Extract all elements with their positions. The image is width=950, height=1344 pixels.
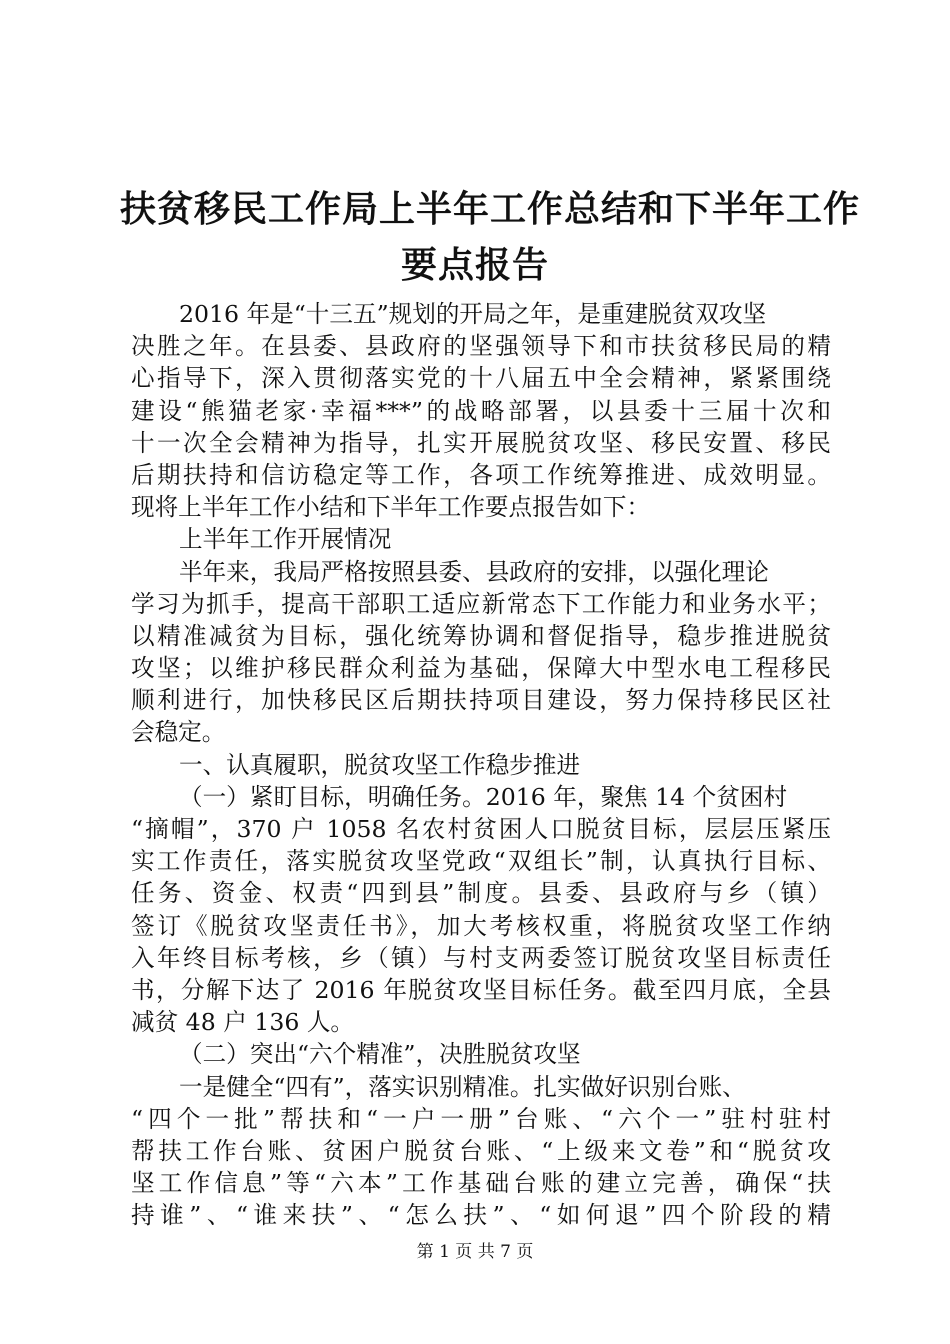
section-heading: 上半年工作开展情况 — [179, 525, 392, 554]
document-title-line1: 扶贫移民工作局上半年工作总结和下半年工作 — [120, 188, 861, 230]
text-line: 任务、资金、权责“四到县”制度。县委、县政府与乡（镇） — [131, 879, 831, 908]
text-line: 现将上半年工作小结和下半年工作要点报告如下： — [131, 493, 651, 522]
text-line: 一是健全“四有”，落实识别精准。扎实做好识别台账、 — [179, 1072, 746, 1101]
text-line: 会稳定。 — [131, 718, 226, 747]
text-line: 2016 年是“十三五”规划的开局之年，是重建脱贫双攻坚 — [179, 300, 767, 328]
text-line: “四个一批”帮扶和“一户一册”台账、“六个一”驻村驻村 — [131, 1104, 831, 1133]
text-line: 决胜之年。在县委、县政府的坚强领导下和市扶贫移民局的精 — [131, 332, 831, 361]
section-heading: （二）突出“六个精准”，决胜脱贫攻坚 — [179, 1040, 581, 1069]
text-line: 心指导下，深入贯彻落实党的十八届五中全会精神，紧紧围绕 — [131, 364, 831, 393]
text-line: 减贫 48 户 136 人。 — [131, 1008, 355, 1037]
text-line: 入年终目标考核，乡（镇）与村支两委签订脱贫攻坚目标责任 — [131, 943, 831, 972]
text-line: 后期扶持和信访稳定等工作，各项工作统筹推进、成效明显。 — [131, 460, 831, 489]
text-line: 建设“熊猫老家·幸福***”的战略部署，以县委十三届十次和 — [131, 396, 831, 425]
text-line: 十一次全会精神为指导，扎实开展脱贫攻坚、移民安置、移民 — [131, 428, 831, 457]
text-line: 学习为抓手，提高干部职工适应新常态下工作能力和业务水平； — [131, 589, 831, 618]
page-footer: 第 1 页 共 7 页 — [416, 1242, 534, 1262]
text-line: 书，分解下达了 2016 年脱贫攻坚目标任务。截至四月底，全县 — [131, 975, 831, 1004]
text-line: 持谁”、“谁来扶”、“怎么扶”、“如何退”四个阶段的精 — [131, 1201, 831, 1230]
text-line: 帮扶工作台账、贫困户脱贫台账、“上级来文卷”和“脱贫攻 — [131, 1136, 831, 1165]
text-line: “摘帽”，370 户 1058 名农村贫困人口脱贫目标，层层压紧压 — [131, 815, 831, 843]
text-line: 实工作责任，落实脱贫攻坚党政“双组长”制，认真执行目标、 — [131, 847, 831, 876]
document-body — [131, 298, 831, 1231]
text-line: 签订《脱贫攻坚责任书》，加大考核权重，将脱贫攻坚工作纳 — [131, 911, 831, 940]
document-title-line2: 要点报告 — [400, 244, 549, 286]
section-heading: 一、认真履职，脱贫攻坚工作稳步推进 — [179, 750, 581, 779]
text-line: 以精准减贫为目标，强化统筹协调和督促指导，稳步推进脱贫 — [131, 621, 831, 650]
text-line: 半年来，我局严格按照县委、县政府的安排，以强化理论 — [179, 557, 769, 586]
text-line: 顺利进行，加快移民区后期扶持项目建设，努力保持移民区社 — [131, 686, 831, 715]
text-line: 攻坚；以维护移民群众利益为基础，保障大中型水电工程移民 — [131, 654, 831, 683]
text-line: 坚工作信息”等“六本”工作基础台账的建立完善，确保“扶 — [131, 1169, 831, 1198]
text-line: （一）紧盯目标，明确任务。2016 年，聚焦 14 个贫困村 — [179, 782, 788, 811]
